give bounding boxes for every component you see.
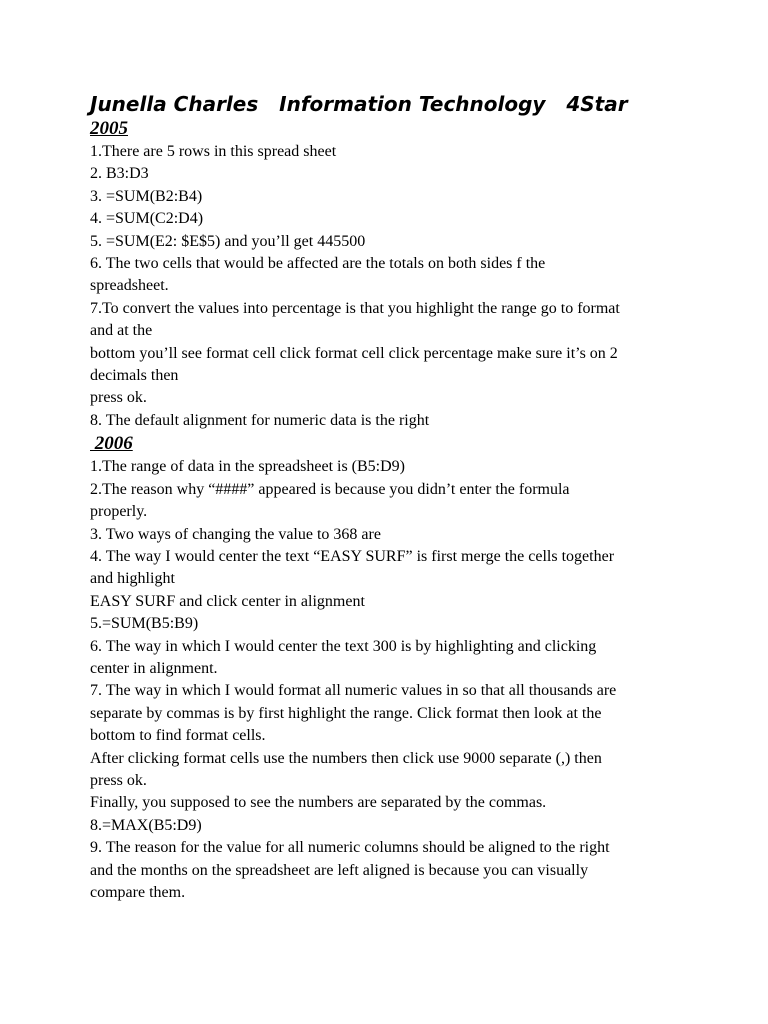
- text-line: 6. The way in which I would center the text 300 is by highlighting and clicking: [90, 637, 597, 655]
- text-line: EASY SURF and click center in alignment: [90, 592, 365, 610]
- text-line: 4. The way I would center the text “EASY SURF” is first merge the cells together: [90, 547, 615, 565]
- text-line: 8.=MAX(B5:D9): [90, 816, 202, 834]
- text-line: properly.: [90, 503, 148, 521]
- section-year-heading: 2005: [90, 118, 128, 139]
- section-2006: [90, 432, 690, 904]
- text-line: 3. =SUM(B2:B4): [90, 187, 203, 205]
- text-line: 3. Two ways of changing the value to 368 are: [90, 525, 381, 543]
- text-line: Finally, you supposed to see the numbers are separated by the commas.: [90, 794, 547, 812]
- text-line: After clicking format cells use the numbers then click use 9000 separate (,) then: [90, 749, 602, 767]
- text-line: 7.To convert the values into percentage is that you highlight the range go to format: [90, 299, 620, 317]
- text-line: spreadsheet.: [90, 277, 169, 295]
- text-line: separate by commas is by first highlight the range. Click format then look at the: [90, 704, 602, 722]
- text-line: 5.=SUM(B5:B9): [90, 615, 199, 633]
- text-line: press ok.: [90, 389, 147, 407]
- section-2005: [90, 117, 690, 432]
- text-line: 7. The way in which I would format all numeric values in so that all thousands are: [90, 682, 617, 700]
- text-line: 5. =SUM(E2: $E$5) and you’ll get 445500: [90, 232, 366, 250]
- text-line: press ok.: [90, 771, 147, 789]
- text-line: 6. The two cells that would be affected are the totals on both sides f the: [90, 255, 546, 273]
- section-year-heading: 2006: [90, 433, 133, 455]
- text-line: 4. =SUM(C2:D4): [90, 210, 204, 228]
- document-title: Junella Charles Information Technology 4Star: [90, 92, 628, 116]
- text-line: 8. The default alignment for numeric data is the right: [90, 411, 430, 429]
- text-line: center in alignment.: [90, 659, 218, 677]
- text-line: 2. B3:D3: [90, 165, 149, 183]
- text-line: and at the: [90, 322, 153, 340]
- document-page: [90, 91, 690, 904]
- text-line: 2.The reason why “####” appeared is because you didn’t enter the formula: [90, 480, 570, 498]
- text-line: compare them.: [90, 884, 186, 901]
- text-line: bottom to find format cells.: [90, 727, 266, 745]
- text-line: bottom you’ll see format cell click format cell click percentage make sure it’s on 2: [90, 344, 618, 362]
- text-line: and highlight: [90, 570, 175, 588]
- text-line: 1.The range of data in the spreadsheet is (B5:D9): [90, 458, 406, 476]
- text-line: decimals then: [90, 367, 179, 385]
- text-line: 1.There are 5 rows in this spread sheet: [90, 143, 337, 160]
- text-line: and the months on the spreadsheet are left aligned is because you can visually: [90, 861, 589, 879]
- text-line: 9. The reason for the value for all numeric columns should be aligned to the right: [90, 839, 610, 857]
